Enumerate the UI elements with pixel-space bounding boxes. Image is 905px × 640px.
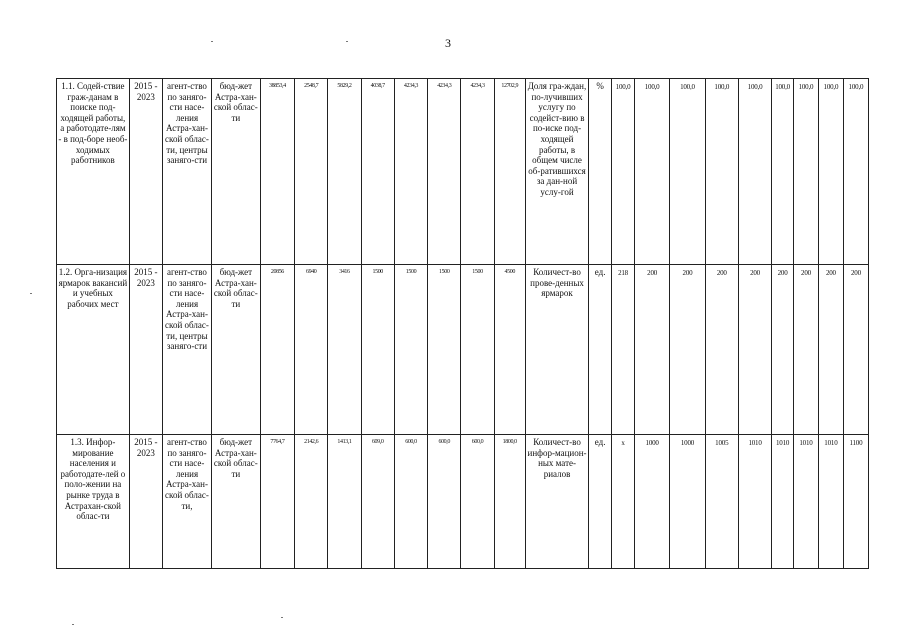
indicator-value-cell: 100,0 [612, 79, 635, 265]
unit-cell: ед. [589, 435, 612, 569]
amount-cell: 12702,9 [494, 79, 525, 265]
amount-cell: 1413,1 [328, 435, 361, 569]
indicator-value-cell: 200 [818, 265, 843, 435]
amount-cell: 1500 [461, 265, 494, 435]
indicator-value-cell: 218 [612, 265, 635, 435]
indicator-value-cell: 200 [670, 265, 705, 435]
indicator-cell: Количест-во инфор-мацион-ных мате-риалов [525, 435, 588, 569]
executor-cell: агент-ство по заняго-сти насе-ления Астра-хан-ской облас-ти, [163, 435, 212, 569]
indicator-cell: Количест-во прове-денных ярмарок [525, 265, 588, 435]
table-row [57, 435, 869, 569]
indicator-value-cell: 100,0 [794, 79, 819, 265]
amount-cell: 609,0 [361, 435, 394, 569]
amount-cell: 600,0 [394, 435, 427, 569]
indicator-value-cell: 100,0 [705, 79, 738, 265]
indicator-value-cell: 100,0 [818, 79, 843, 265]
amount-cell: 4234,3 [461, 79, 494, 265]
indicator-value-cell: 100,0 [738, 79, 771, 265]
amount-cell: 7764,7 [260, 435, 294, 569]
amount-cell: 600,0 [428, 435, 461, 569]
scan-speck [211, 41, 213, 42]
funding-source-cell: бюд-жет Астра-хан-ской облас-ти [211, 265, 260, 435]
indicator-value-cell: 1010 [738, 435, 771, 569]
indicator-value-cell: 1010 [794, 435, 819, 569]
amount-cell: 4234,3 [394, 79, 427, 265]
indicator-value-cell: 1000 [634, 435, 669, 569]
indicator-value-cell: 200 [794, 265, 819, 435]
amount-cell: 4038,7 [361, 79, 394, 265]
amount-cell: 1500 [428, 265, 461, 435]
amount-cell: 4234,3 [428, 79, 461, 265]
amount-cell: 5829,2 [328, 79, 361, 265]
activity-cell: 1.3. Инфор-мирование населения и работодате-лей о поло-жении на рынке труда в Астрахан-ской облас-ти [57, 435, 130, 569]
funding-source-cell: бюд-жет Астра-хан-ской облас-ти [211, 79, 260, 265]
scan-speck [72, 624, 74, 625]
table-row [57, 79, 869, 265]
indicator-value-cell: x [612, 435, 635, 569]
indicator-value-cell: 100,0 [772, 79, 794, 265]
executor-cell: агент-ство по заняго-сти насе-ления Астра-хан-ской облас-ти, центры заняго-сти [163, 79, 212, 265]
indicator-value-cell: 200 [738, 265, 771, 435]
executor-cell: агент-ство по заняго-сти насе-ления Астра-хан-ской облас-ти, центры заняго-сти [163, 265, 212, 435]
funding-source-cell: бюд-жет Астра-хан-ской облас-ти [211, 435, 260, 569]
indicator-value-cell: 100,0 [634, 79, 669, 265]
indicator-value-cell: 1005 [705, 435, 738, 569]
indicator-value-cell: 1010 [818, 435, 843, 569]
amount-cell: 6940 [295, 265, 328, 435]
unit-cell: % [589, 79, 612, 265]
period-cell: 2015 - 2023 [129, 79, 162, 265]
amount-cell: 2548,7 [295, 79, 328, 265]
indicator-value-cell: 100,0 [670, 79, 705, 265]
period-cell: 2015 - 2023 [129, 265, 162, 435]
scan-speck [281, 617, 283, 618]
amount-cell: 4500 [494, 265, 525, 435]
amount-cell: 3416 [328, 265, 361, 435]
amount-cell: 1800,0 [494, 435, 525, 569]
indicator-value-cell: 200 [705, 265, 738, 435]
scan-speck [346, 41, 348, 42]
indicator-value-cell: 200 [772, 265, 794, 435]
amount-cell: 1500 [394, 265, 427, 435]
scan-speck [30, 293, 32, 294]
indicator-value-cell: 1000 [670, 435, 705, 569]
indicator-value-cell: 1100 [843, 435, 868, 569]
amount-cell: 2142,6 [295, 435, 328, 569]
amount-cell: 1500 [361, 265, 394, 435]
indicator-value-cell: 200 [843, 265, 868, 435]
amount-cell: 20856 [260, 265, 294, 435]
page-number: 3 [445, 36, 451, 50]
indicator-value-cell: 1010 [772, 435, 794, 569]
indicator-value-cell: 100,0 [843, 79, 868, 265]
activity-cell: 1.2. Орга-низация ярмарок вакансий и учебных рабочих мест [57, 265, 130, 435]
activity-cell: 1.1. Содей-ствие граж-данам в поиске под-ходящей работы, а работодате-лям - в под-боре необ-ходимых работников [57, 79, 130, 265]
amount-cell: 38853,4 [260, 79, 294, 265]
table-row [57, 265, 869, 435]
unit-cell: ед. [589, 265, 612, 435]
indicator-value-cell: 200 [634, 265, 669, 435]
indicator-cell: Доля гра-ждан, по-лучивших услугу по содейст-вию в по-иске под-ходящей работы, в общем числе об-ратившихся за дан-ной услу-гой [525, 79, 588, 265]
amount-cell: 600,0 [461, 435, 494, 569]
period-cell: 2015 - 2023 [129, 435, 162, 569]
program-table [56, 78, 869, 569]
